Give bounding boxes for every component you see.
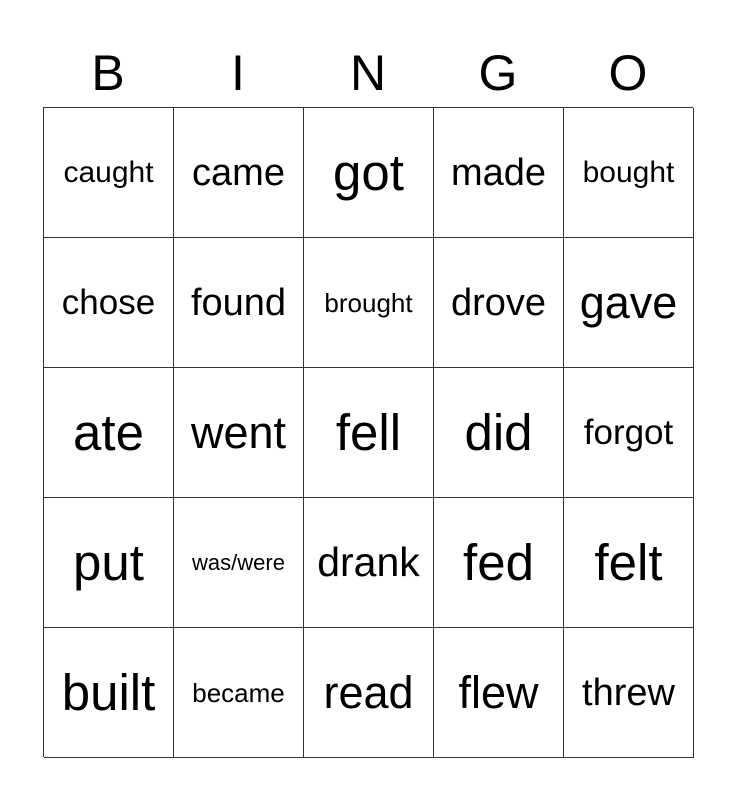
bingo-cell[interactable]: went: [174, 368, 304, 498]
bingo-cell[interactable]: read: [304, 628, 434, 758]
header-letter-n: N: [349, 45, 387, 101]
bingo-cell[interactable]: caught: [44, 108, 174, 238]
bingo-cell[interactable]: built: [44, 628, 174, 758]
bingo-cell[interactable]: chose: [44, 238, 174, 368]
bingo-cell[interactable]: gave: [564, 238, 694, 368]
header-letter-b: B: [91, 45, 125, 101]
bingo-cell[interactable]: put: [44, 498, 174, 628]
bingo-cell[interactable]: bought: [564, 108, 694, 238]
bingo-cell[interactable]: felt: [564, 498, 694, 628]
header-letter-g: G: [478, 45, 518, 101]
bingo-card-grid: [43, 107, 693, 757]
bingo-cell[interactable]: drove: [434, 238, 564, 368]
bingo-cell[interactable]: ate: [44, 368, 174, 498]
bingo-cell[interactable]: found: [174, 238, 304, 368]
bingo-cell[interactable]: was/were: [174, 498, 304, 628]
bingo-header: [43, 40, 693, 106]
bingo-cell[interactable]: flew: [434, 628, 564, 758]
bingo-cell[interactable]: drank: [304, 498, 434, 628]
header-letter-o: O: [608, 45, 648, 101]
bingo-cell[interactable]: threw: [564, 628, 694, 758]
header-letter-i: I: [231, 45, 245, 101]
bingo-cell[interactable]: made: [434, 108, 564, 238]
bingo-cell[interactable]: got: [304, 108, 434, 238]
bingo-cell[interactable]: fed: [434, 498, 564, 628]
bingo-cell[interactable]: did: [434, 368, 564, 498]
bingo-cell[interactable]: came: [174, 108, 304, 238]
bingo-cell[interactable]: forgot: [564, 368, 694, 498]
bingo-cell[interactable]: became: [174, 628, 304, 758]
bingo-cell[interactable]: fell: [304, 368, 434, 498]
bingo-cell[interactable]: brought: [304, 238, 434, 368]
